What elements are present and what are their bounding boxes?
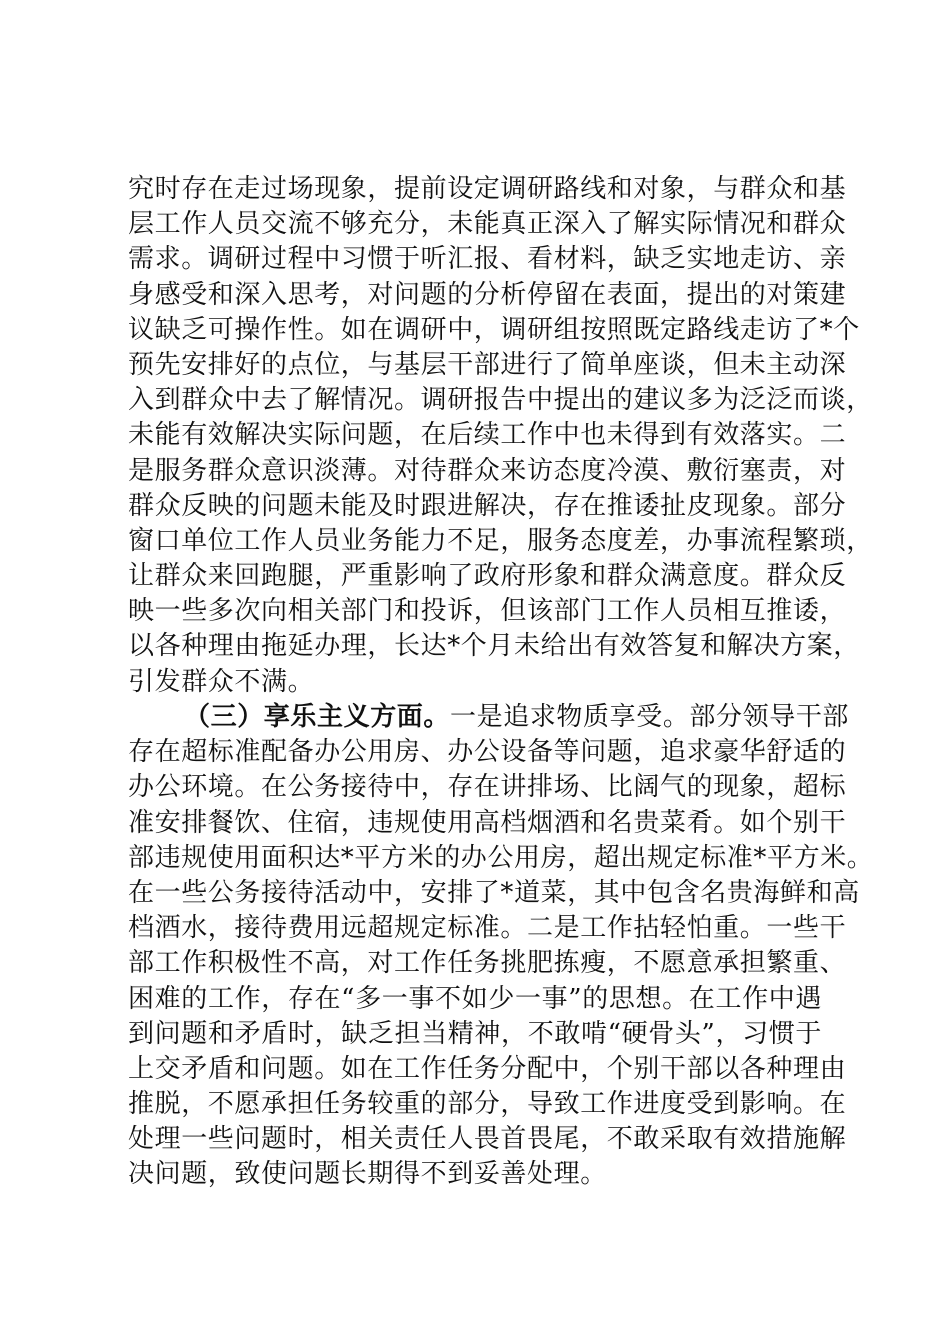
text-line: 议缺乏可操作性。如在调研中，调研组按照既定路线走访了*个 <box>128 314 860 345</box>
text-line: 准安排餐饮、住宿，违规使用高档烟酒和名贵菜肴。如个别干 <box>128 807 847 838</box>
text-line: 部违规使用面积达*平方米的办公用房，超出规定标准*平方米。 <box>128 842 874 873</box>
paragraph-1 <box>128 172 873 700</box>
text-line: 引发群众不满。 <box>128 666 315 697</box>
text-line: 档酒水，接待费用远超规定标准。二是工作拈轻怕重。一些干 <box>128 913 847 944</box>
text-line: 群众反映的问题未能及时跟进解决，存在推诿扯皮现象。部分 <box>128 490 847 521</box>
text-line: 入到群众中去了解情况。调研报告中提出的建议多为泛泛而谈， <box>128 385 873 416</box>
text-line: 办公环境。在公务接待中，存在讲排场、比阔气的现象，超标 <box>128 772 847 803</box>
text-line: 在一些公务接待活动中，安排了*道菜，其中包含名贵海鲜和高 <box>128 877 860 908</box>
text-line: 困难的工作，存在“多一事不如少一事”的思想。在工作中遇 <box>128 983 822 1014</box>
paragraph-2 <box>128 700 874 1193</box>
text-line: 以各种理由拖延办理，长达*个月未给出有效答复和解决方案， <box>128 631 860 662</box>
text-line: 处理一些问题时，相关责任人畏首畏尾，不敢采取有效措施解 <box>128 1124 847 1155</box>
text-line: 到问题和矛盾时，缺乏担当精神，不敢啃“硬骨头”，习惯于 <box>128 1018 822 1049</box>
text-line: 究时存在走过场现象，提前设定调研路线和对象，与群众和基 <box>128 174 847 204</box>
text-line: 存在超标准配备办公用房、办公设备等问题，追求豪华舒适的 <box>128 737 847 768</box>
text-line: 推脱，不愿承担任务较重的部分，导致工作进度受到影响。在 <box>128 1089 847 1120</box>
text-line: 决问题，致使问题长期得不到妥善处理。 <box>128 1159 607 1190</box>
text-line: 是服务群众意识淡薄。对待群众来访态度冷漠、敷衍塞责，对 <box>128 455 847 486</box>
text-line: 预先安排好的点位，与基层干部进行了简单座谈，但未主动深 <box>128 349 847 380</box>
section-heading: （三）享乐主义方面。 <box>184 702 451 732</box>
text-line: 需求。调研过程中习惯于听汇报、看材料，缺乏实地走访、亲 <box>128 244 847 275</box>
text-line: 让群众来回跑腿，严重影响了政府形象和群众满意度。群众反 <box>128 561 847 592</box>
text-line: 窗口单位工作人员业务能力不足，服务态度差，办事流程繁琐， <box>128 525 873 556</box>
first-line-text: 一是追求物质享受。部分领导干部 <box>450 702 850 732</box>
text-line: 上交矛盾和问题。如在工作任务分配中，个别干部以各种理由 <box>128 1053 847 1084</box>
text-line: 部工作积极性不高，对工作任务挑肥拣瘦，不愿意承担繁重、 <box>128 948 847 979</box>
paragraph-first-line <box>128 700 850 735</box>
text-line: 层工作人员交流不够充分，未能真正深入了解实际情况和群众 <box>128 209 847 240</box>
text-line: 身感受和深入思考，对问题的分析停留在表面，提出的对策建 <box>128 279 847 310</box>
text-line: 映一些多次向相关部门和投诉，但该部门工作人员相互推诿， <box>128 596 847 627</box>
text-line: 未能有效解决实际问题，在后续工作中也未得到有效落实。二 <box>128 420 847 451</box>
